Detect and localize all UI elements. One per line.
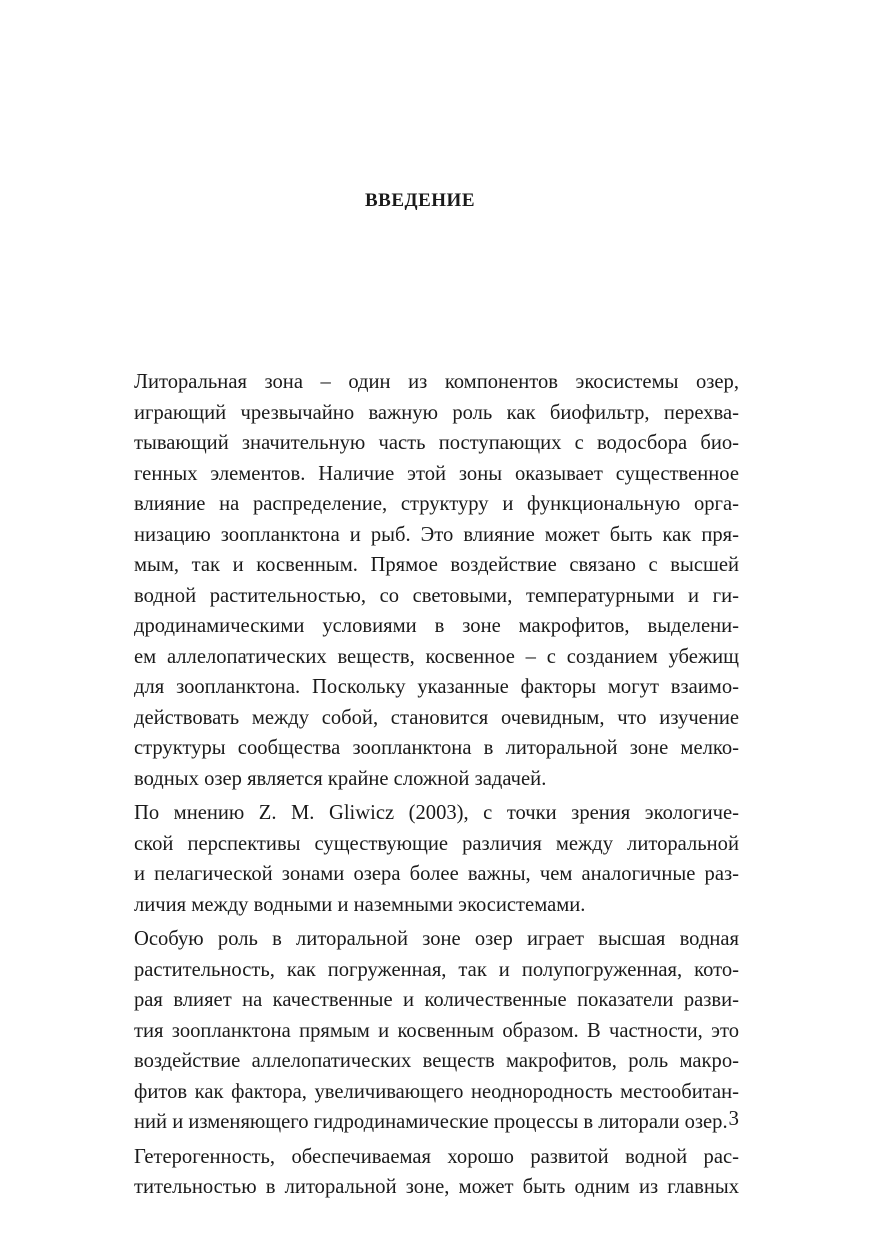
text-line: Гетерогенность, обеспечиваемая хорошо развитой водной рас- [134,1145,739,1168]
text-line: структуры сообщества зоопланктона в литоральной зоне мелко- [134,737,739,759]
text-line: генных элементов. Наличие этой зоны оказывает существенное [134,462,739,485]
text-line: тительностью в литоральной зоне, может быть одним из главных [134,1176,739,1198]
text-line: для зоопланктона. Поскольку указанные факторы могут взаимо- [134,676,739,698]
paragraph-4 [103,1142,739,1203]
chapter-heading: ВВЕДЕНИЕ [365,190,475,211]
text-line: ской перспективы существующие различия между литоральной [134,832,739,855]
text-line: рая влияет на качественные и количественные показатели разви- [134,989,739,1011]
text-line: ний и изменяющего гидродинамические процессы в литорали озер. [134,1111,728,1133]
text-line: По мнению Z. M. Gliwicz (2003), с точки зрения экологиче- [134,802,739,824]
paragraph-2 [103,798,739,920]
text-line: низацию зоопланктона и рыб. Это влияние может быть как пря- [134,523,739,546]
text-line: действовать между собой, становится очевидным, что изучение [134,706,739,729]
text-line: Литоральная зона – один из компонентов экосистемы озер, [134,371,739,393]
text-line: дродинамическими условиями в зоне макрофитов, выделени- [134,615,739,637]
text-line: тывающий значительную часть поступающих с водосбора био- [134,432,739,454]
text-line: водной растительностью, со световыми, температурными и ги- [134,584,739,607]
text-line: играющий чрезвычайно важную роль как биофильтр, перехва- [134,401,739,424]
text-line: фитов как фактора, увеличивающего неоднородность местообитан- [134,1080,739,1103]
text-line: воздействие аллелопатических веществ макрофитов, роль макро- [134,1050,739,1072]
page-number: 3 [728,1106,739,1130]
paragraph-3 [103,924,739,1138]
text-line: личия между водными и наземными экосистемами. [134,893,586,916]
text-line: мым, так и косвенным. Прямое воздействие связано с высшей [134,554,739,576]
text-line: ем аллелопатических веществ, косвенное – с созданием убежищ [134,645,739,668]
text-line: растительность, как погруженная, так и полупогруженная, кото- [134,958,739,981]
body-text [103,367,739,1207]
text-line: тия зоопланктона прямым и косвенным образом. В частности, это [134,1019,739,1042]
text-line: водных озер является крайне сложной задачей. [134,767,547,790]
text-line: Особую роль в литоральной зоне озер играет высшая водная [134,928,739,950]
text-line: влияние на распределение, структуру и функциональную орга- [134,493,739,515]
text-line: и пелагической зонами озера более важны, чем аналогичные раз- [134,863,739,885]
paragraph-1 [103,367,739,794]
